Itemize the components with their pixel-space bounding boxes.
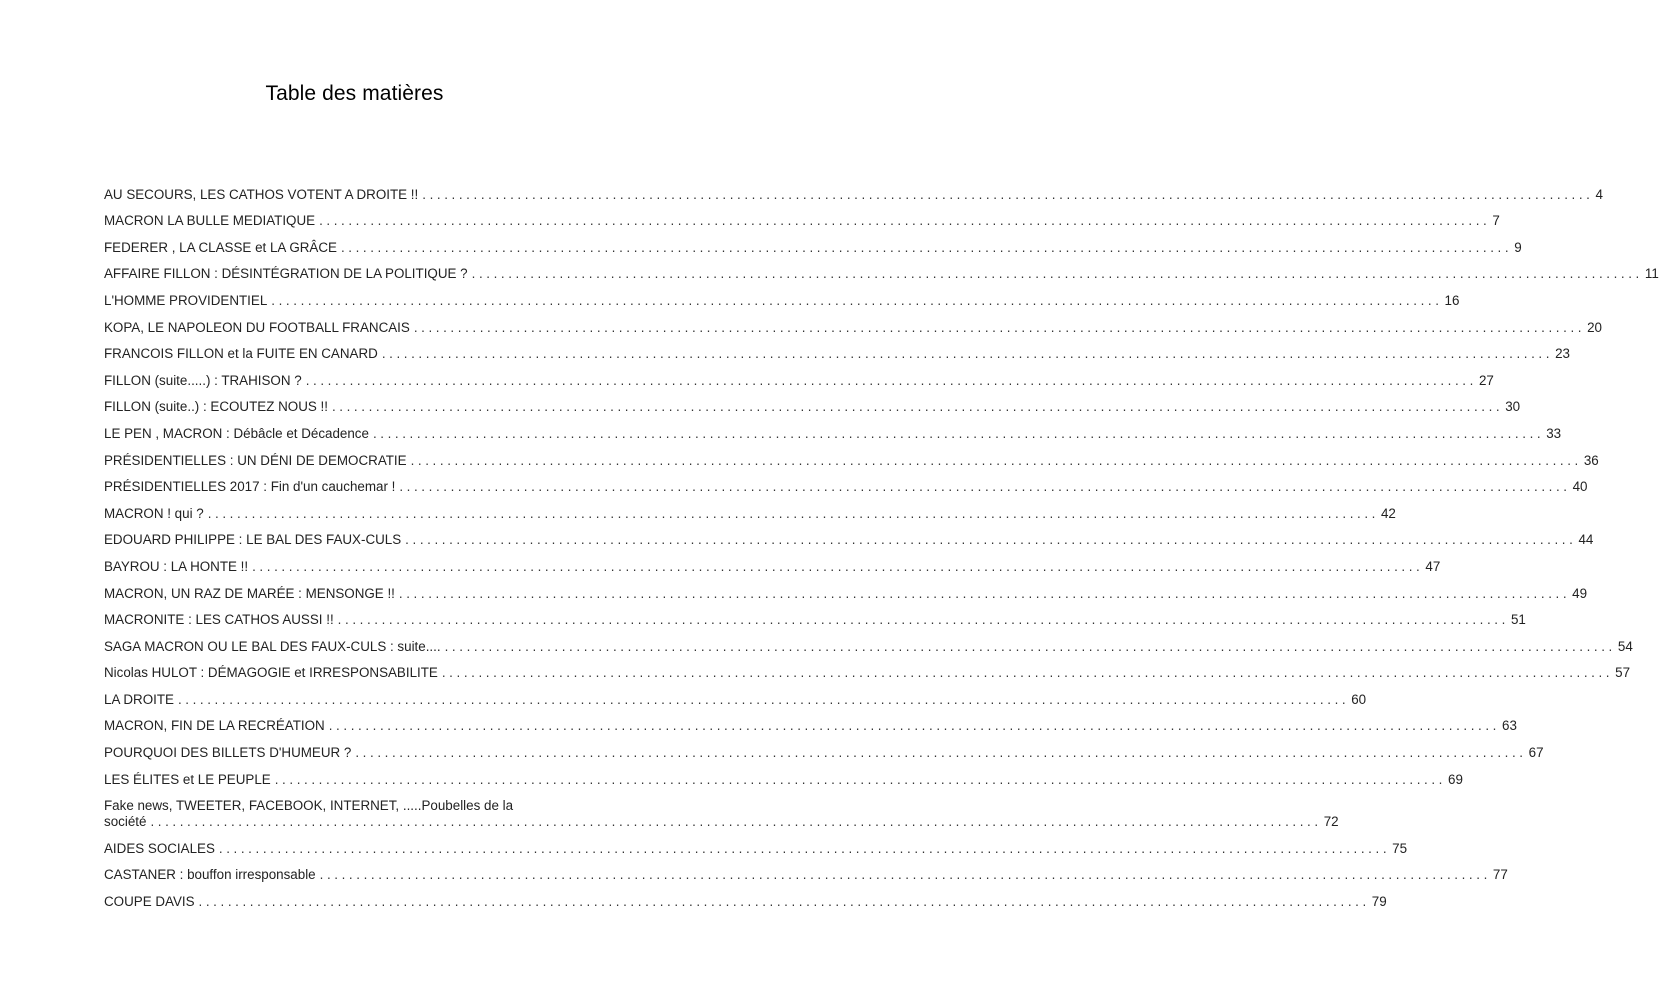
toc-entry-page: 42 (1380, 505, 1396, 521)
toc-entry-page: 57 (1615, 665, 1631, 681)
toc-entry[interactable] (104, 883, 1387, 910)
toc-entry-page: 40 (1572, 479, 1588, 495)
toc-entry[interactable] (104, 336, 1570, 363)
toc-entry-title: EDOUARD PHILIPPE : LE BAL DES FAUX-CULS (104, 532, 402, 548)
toc-entry-title: LES ÉLITES et LE PEUPLE (104, 771, 271, 787)
toc-leader-dots: ................................................................................................................................................................ (471, 266, 1643, 282)
toc-entry-title: AIDES SOCIALES (104, 840, 215, 856)
toc-leader-dots: ................................................................................................................................................................ (340, 239, 1513, 255)
toc-entry-title: L'HOMME PROVIDENTIEL (104, 292, 268, 308)
toc-entry-page: 9 (1514, 239, 1522, 255)
toc-leader-dots: ................................................................................................................................................................ (422, 186, 1594, 202)
toc-entry-title: MACRONITE : LES CATHOS AUSSI !! (104, 612, 334, 628)
toc-entry[interactable] (104, 389, 1521, 416)
toc-entry-title: BAYROU : LA HONTE !! (104, 558, 249, 574)
toc-entry-page: 54 (1617, 638, 1633, 654)
toc-entry[interactable] (104, 788, 1339, 831)
toc-entry-title: MACRON LA BULLE MEDIATIQUE (104, 213, 316, 229)
toc-entry[interactable] (104, 282, 1460, 309)
toc-entry-page: 23 (1555, 346, 1570, 362)
toc-entry[interactable] (104, 628, 1633, 655)
toc-entry-page: 67 (1528, 745, 1544, 761)
toc-leader-dots: ................................................................................................................................................................ (319, 867, 1491, 883)
toc-entry-title: AU SECOURS, LES CATHOS VOTENT A DROITE !! (104, 186, 419, 202)
toc-entry-page: 79 (1371, 894, 1387, 910)
toc-entry-title: PRÉSIDENTIELLES : UN DÉNI DE DEMOCRATIE (104, 452, 407, 468)
toc-entry-title: COUPE DAVIS (104, 894, 195, 910)
toc-entry[interactable] (104, 442, 1599, 469)
toc-entry[interactable] (104, 830, 1408, 857)
toc-entry-title: MACRON, FIN DE LA RECRÉATION (104, 718, 325, 734)
toc-entry-title: POURQUOI DES BILLETS D'HUMEUR ? (104, 745, 352, 761)
toc-entry-page: 20 (1587, 319, 1602, 335)
toc-entry[interactable] (104, 362, 1494, 389)
toc-leader-dots: ................................................................................................................................................................ (405, 532, 1577, 548)
toc-entry-title: FILLON (suite.....) : TRAHISON ? (104, 372, 302, 388)
toc-leader-dots: ................................................................................................................................................................ (271, 292, 1443, 308)
toc-leader-dots: ................................................................................................................................................................ (305, 372, 1477, 388)
toc-entry[interactable] (104, 548, 1441, 575)
toc-entry[interactable] (104, 203, 1500, 230)
toc-entry-page: 30 (1505, 399, 1521, 415)
toc-entry-page: 44 (1578, 532, 1594, 548)
toc-leader-dots: ................................................................................................................................................................ (218, 840, 1391, 856)
toc-leader-dots: ................................................................................................................................................................ (441, 665, 1614, 681)
toc-entry-page: 49 (1572, 585, 1588, 601)
toc-entry-title-line1: Fake news, TWEETER, FACEBOOK, INTERNET, .....Poubelles de la (104, 798, 514, 814)
toc-leader-dots: ................................................................................................................................................................ (355, 745, 1527, 761)
toc-entry-title: MACRON, UN RAZ DE MARÉE : MENSONGE !! (104, 585, 395, 601)
toc-entry[interactable] (104, 602, 1526, 629)
toc-entry-page: 4 (1595, 186, 1603, 202)
toc-entry-page: 7 (1492, 213, 1500, 229)
toc-entry[interactable] (104, 734, 1544, 761)
toc-entry[interactable] (104, 309, 1602, 336)
toc-leader-dots: ................................................................................................................................................................ (331, 399, 1504, 415)
toc-leader-dots: ................................................................................................................................................................ (177, 691, 1350, 707)
toc-entry-title: MACRON ! qui ? (104, 505, 204, 521)
toc-entry[interactable] (104, 469, 1588, 496)
toc-entry[interactable] (104, 495, 1396, 522)
toc-entry-title: SAGA MACRON OU LE BAL DES FAUX-CULS : suite.... (104, 638, 441, 654)
toc-entry[interactable] (104, 857, 1508, 884)
toc-entry[interactable] (104, 655, 1631, 682)
toc-leader-dots: ................................................................................................................................................................ (337, 612, 1509, 628)
toc-entry-title: PRÉSIDENTIELLES 2017 : Fin d'un cauchemar ! (104, 479, 396, 495)
toc-entry[interactable] (104, 761, 1463, 788)
table-of-contents (104, 176, 1659, 910)
toc-leader-dots: ................................................................................................................................................................ (410, 452, 1582, 468)
toc-entry[interactable] (104, 256, 1659, 283)
toc-leader-dots: ................................................................................................................................................................ (319, 213, 1491, 229)
toc-entry-page: 75 (1392, 840, 1408, 856)
toc-leader-dots: ................................................................................................................................................................ (413, 319, 1586, 335)
toc-entry-page: 47 (1425, 558, 1441, 574)
toc-entry-title: FILLON (suite..) : ECOUTEZ NOUS !! (104, 399, 328, 415)
toc-leader-dots: ................................................................................................................................................................ (328, 718, 1500, 734)
toc-leader-dots: ................................................................................................................................................................ (381, 346, 1554, 362)
toc-leader-dots: ................................................................................................................................................................ (150, 814, 1322, 830)
toc-entry-page: 63 (1502, 718, 1517, 734)
toc-leader-dots: ................................................................................................................................................................ (398, 585, 1571, 601)
toc-entry-page: 77 (1492, 867, 1508, 883)
toc-entry[interactable] (104, 522, 1594, 549)
toc-entry-page: 51 (1510, 612, 1526, 628)
toc-leader-dots: ................................................................................................................................................................ (444, 638, 1616, 654)
toc-entry-title: LA DROITE (104, 691, 174, 707)
toc-entry[interactable] (104, 229, 1522, 256)
toc-leader-dots: ................................................................................................................................................................ (252, 558, 1424, 574)
toc-entry-page: 36 (1583, 452, 1599, 468)
toc-leader-dots: ................................................................................................................................................................ (198, 894, 1370, 910)
toc-entry-page: 72 (1323, 814, 1339, 830)
toc-entry-title: AFFAIRE FILLON : DÉSINTÉGRATION DE LA POLITIQUE ? (104, 266, 468, 282)
toc-leader-dots: ................................................................................................................................................................ (274, 771, 1446, 787)
toc-leader-dots: ................................................................................................................................................................ (207, 505, 1379, 521)
toc-entry[interactable] (104, 176, 1603, 203)
toc-entry-title: LE PEN , MACRON : Débâcle et Décadence (104, 425, 369, 441)
toc-entry-page: 16 (1444, 292, 1460, 308)
toc-leader-dots: ................................................................................................................................................................ (399, 479, 1571, 495)
toc-entry-page: 27 (1478, 372, 1494, 388)
toc-entry-title: FEDERER , LA CLASSE et LA GRÂCE (104, 239, 337, 255)
toc-entry-page: 69 (1448, 771, 1463, 787)
toc-entry-title: Nicolas HULOT : DÉMAGOGIE et IRRESPONSABILITE (104, 665, 438, 681)
toc-entry-title: KOPA, LE NAPOLEON DU FOOTBALL FRANCAIS (104, 319, 410, 335)
toc-entry-page: 60 (1351, 691, 1367, 707)
toc-entry[interactable] (104, 415, 1562, 442)
page-title: Table des matières (265, 82, 444, 105)
toc-leader-dots: ................................................................................................................................................................ (372, 425, 1545, 441)
toc-entry-title: FRANCOIS FILLON et la FUITE EN CANARD (104, 346, 378, 362)
toc-entry-title-line2: société (104, 814, 147, 830)
toc-entry-page: 33 (1546, 425, 1562, 441)
toc-entry-title: CASTANER : bouffon irresponsable (104, 867, 316, 883)
toc-entry-page: 11 (1644, 266, 1659, 282)
toc-entry[interactable] (104, 708, 1517, 735)
toc-entry[interactable] (104, 575, 1588, 602)
toc-entry[interactable] (104, 681, 1367, 708)
